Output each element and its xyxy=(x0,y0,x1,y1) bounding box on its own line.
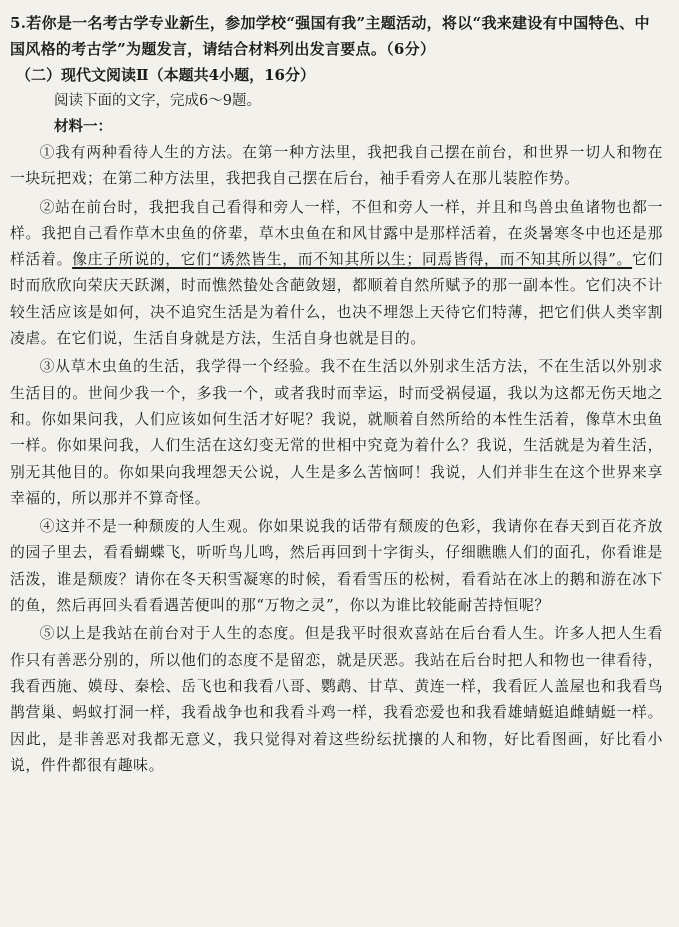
paragraph-2-part-1: ②站在前台时，我把我自己看得和旁人一样，不但和旁人一样，并且和鸟兽虫鱼诸物也都一样。我把自己看作草木虫鱼的侪辈，草木虫鱼在和风甘露中是那样活着，在炎暑寒冬中也还是那样活着。 xyxy=(10,198,663,269)
section-title: （二）现代文阅读Ⅱ（本题共4小题，16分） xyxy=(16,66,315,84)
underlined-quote: 像庄子所说的，它们“诱然皆生，而不知其所以生；同焉皆得，而不知其所以得”。 xyxy=(72,251,633,269)
paragraph-2 xyxy=(10,195,663,353)
question-5: 5.若你是一名考古学专业新生，参加学校“强国有我”主题活动，将以“我来建设有中国特色、中国风格的考古学”为题发言，请结合材料列出发言要点。（6分） xyxy=(10,14,650,58)
paragraph-1: ①我有两种看待人生的方法。在第一种方法里，我把我自己摆在前台，和世界一切人和物在一块玩把戏；在第二种方法里，我把我自己摆在后台，袖手看旁人在那儿装腔作势。 xyxy=(10,144,663,188)
paragraph-4: ④这并不是一种颓废的人生观。你如果说我的话带有颓废的色彩，我请你在春天到百花齐放的园子里去，看看蝴蝶飞，听听鸟儿鸣，然后再回到十字街头，仔细瞧瞧人们的面孔，你看谁是活泼，谁是颓废？请你在冬天积雪凝寒的时候，看看雪压的松树，看看站在冰上的鹅和游在冰下的鱼，然后再回头看看遇苦便叫的那“万物之灵”，你以为谁比较能耐苦持恒呢？ xyxy=(10,518,663,615)
material-label: 材料一： xyxy=(54,118,112,135)
paragraph-3: ③从草木虫鱼的生活，我学得一个经验。我不在生活以外别求生活方法，不在生活以外别求生活目的。世间少我一个，多我一个，或者我时而幸运，时而受祸侵逼，我以为这都无伤天地之和。你如果问我，人们应该如何生活才好呢？我说，就顺着自然所给的本性生活着，像草木虫鱼一样。你如果问我，人们生活在这幻变无常的世相中究竟为着什么？我说，生活就是为着生活，别无其他目的。你如果向我埋怨天公说，人生是多么苦恼呵！我说，人们并非生在这个世界来享幸福的，所以那并不算奇怪。 xyxy=(10,358,663,507)
paragraph-5: ⑤以上是我站在前台对于人生的态度。但是我平时很欢喜站在后台看人生。许多人把人生看作只有善恶分别的，所以他们的态度不是留恋，就是厌恶。我站在后台时把人和物也一律看待，我看西施、嫫母、秦桧、岳飞也和我看八哥、鹦鹉、甘草、黄连一样，我看匠人盖屋也和我看鸟鹊营巢、蚂蚁打洞一样，我看战争也和我看斗鸡一样，我看恋爱也和我看雄蜻蜓追雌蜻蜓一样。因此，是非善恶对我都无意义，我只觉得对着这些纷纭扰攘的人和物，好比看图画，好比看小说，件件都很有趣味。 xyxy=(10,625,663,774)
paragraph-2-part-2: 它们时而欣欣向荣庆天跃渊，时而憔然蛰处含葩敛翅，都顺着自然所赋予的那一副本性。它们决不计较生活应该是如何，决不追究生活是为着什么，也决不埋怨上天待它们特薄，把它们供人类宰割凌虐。在它们说，生活自身就是方法，生活自身也就是目的。 xyxy=(10,251,664,348)
instruction: 阅读下面的文字，完成6～9题。 xyxy=(54,93,261,109)
